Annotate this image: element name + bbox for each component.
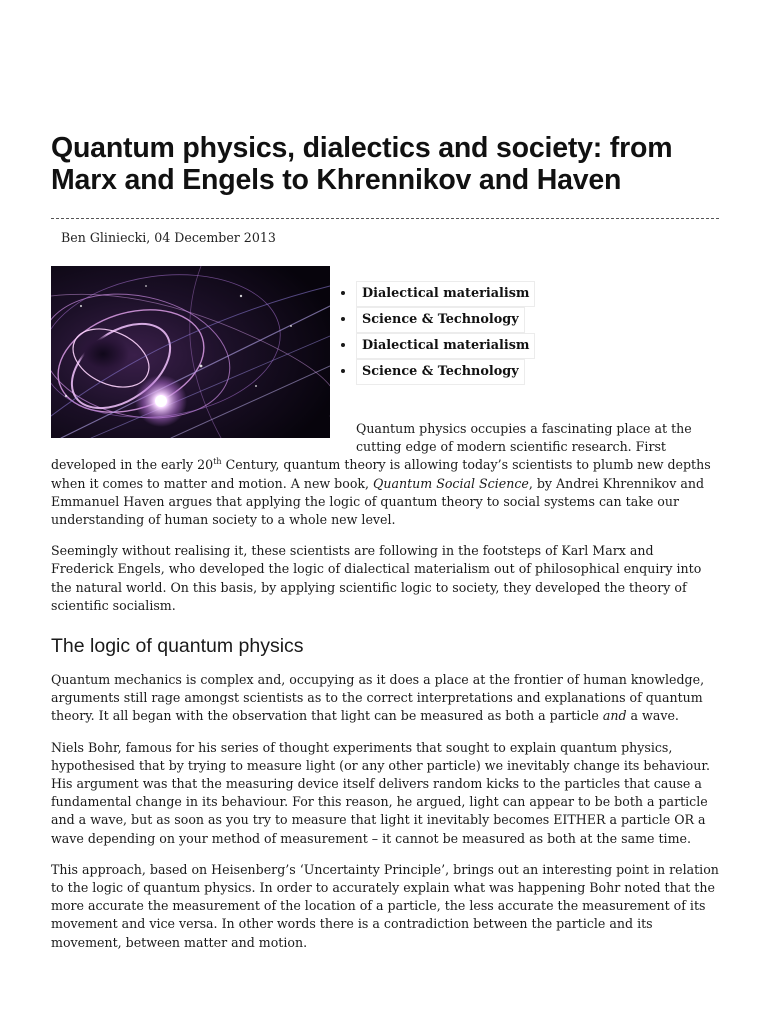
intro-paragraph-1: Quantum physics occupies a fascinating place at the cutting edge of modern scientific research. First developed in the early 20th Century, quantum theory is allowing today’s scientists to plumb new depths when it comes to matter and motion. A new book, Quantum Social Science, by Andrei Khrennikov and Emmanuel Haven argues that applying the logic of quantum theory to social systems can take our understanding of human society to a whole new level. xyxy=(51,421,711,528)
tag-link[interactable]: Dialectical materialism xyxy=(356,333,535,359)
title-divider xyxy=(51,218,719,219)
tag-link[interactable]: Science & Technology xyxy=(356,307,525,333)
tag-link[interactable]: Dialectical materialism xyxy=(356,281,535,307)
section-heading: The logic of quantum physics xyxy=(51,635,304,658)
page-title: Quantum physics, dialectics and society: from Marx and Engels to Khrennikov and Haven xyxy=(51,132,673,196)
section-paragraph-2: Niels Bohr, famous for his series of thought experiments that sought to explain quantum physics, hypothesised that by trying to measure light (or any other particle) we inevitably change its behaviour. His argument was that the measuring device itself delivers random kicks to the particles that cause a fundamental change in its behaviour. For this reason, he argued, light can appear to be both a particle and a wave, but as soon as you try to measure that light it inevitably becomes EITHER a particle OR a wave depending on your method of measurement – it cannot be measured as both at the same time. xyxy=(51,739,711,846)
tag-link[interactable]: Science & Technology xyxy=(356,359,525,385)
article-body xyxy=(51,266,719,965)
section-paragraph-1: Quantum mechanics is complex and, occupying as it does a place at the frontier of human knowledge, arguments still rage amongst scientists as to the correct interpretations and explanations of quantum theory. It all began with the observation that light can be measured as both a particle and a wave. xyxy=(51,672,705,724)
intro-paragraph-2: Seemingly without realising it, these scientists are following in the footsteps of Karl Marx and Frederick Engels, who developed the logic of dialectical materialism out of philosophical enquiry into the natural world. On this basis, by applying scientific logic to society, they developed the theory of scientific socialism. xyxy=(51,543,702,613)
section-paragraph-3: This approach, based on Heisenberg’s ‘Uncertainty Principle’, brings out an interesting point in relation to the logic of quantum physics. In order to accurately explain what was happening Bohr noted that the more accurate the measurement of the location of a particle, the less accurate the measurement of its movement and vice versa. In other words there is a contradiction between the particle and its movement, between matter and motion. xyxy=(51,861,719,950)
byline: Ben Gliniecki, 04 December 2013 xyxy=(61,230,276,245)
quantum-orbits-image xyxy=(51,266,330,438)
